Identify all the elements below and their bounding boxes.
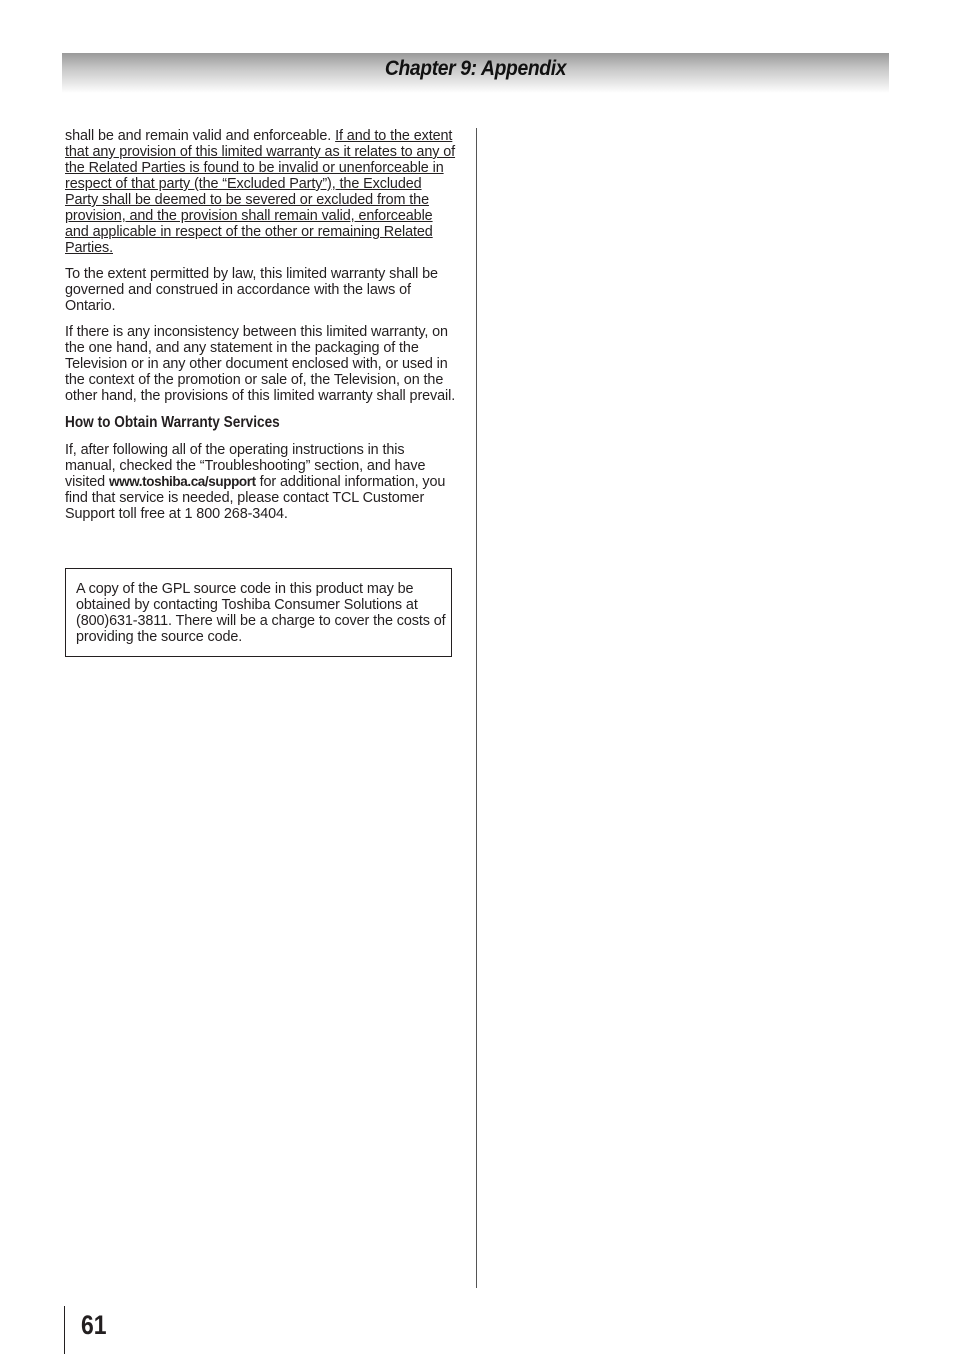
severability-plain-text: shall be and remain valid and enforceable. [65,128,336,144]
chapter-header-bar [62,53,889,93]
paragraph-inconsistency: If there is any inconsistency between this limited warranty, on the one hand, and any statement in the packaging of the Television or in any other document enclosed with, or used in the context of the promotion or sale of, the Television, on the other hand, the provisions of this limited warranty shall prevail. [65,324,456,404]
column-divider [476,128,477,1288]
chapter-title: Chapter 9: Appendix [384,57,567,80]
gpl-notice-box [65,568,452,657]
warranty-services-text-before: If, after following all of the operating instructions in this manual, checked the “Troubleshooting” section, and have visited [65,442,426,490]
page-number: 61 [81,1310,107,1340]
support-url: www.toshiba.ca/support [109,474,256,489]
gpl-notice-text: A copy of the GPL source code in this product may be obtained by contacting Toshiba Consumer Solutions at (800)631-3811. There will be a charge to cover the costs of providing the source code. [76,581,446,645]
left-column [65,128,457,532]
page-number-divider [64,1306,65,1354]
severability-underlined-text: If and to the extent that any provision of this limited warranty as it relates to any of the Related Parties is found to be invalid or unenforceable in respect of that party (the “Excluded Party”), the Excluded Party shall be deemed to be severed or excluded from the provision, and the provision shall remain valid, enforceable and applicable in respect of the other or remaining Related Parties. [65,128,456,256]
paragraph-severability [65,128,457,256]
warranty-services-text-after: for additional information, you find that service is needed, please contact TCL Customer Support toll free at 1 800 268-3404. [65,474,446,522]
paragraph-warranty-services [65,442,457,522]
section-heading-warranty-services: How to Obtain Warranty Services [65,414,280,431]
paragraph-governing-law: To the extent permitted by law, this limited warranty shall be governed and construed in accordance with the laws of Ontario. [65,266,438,314]
